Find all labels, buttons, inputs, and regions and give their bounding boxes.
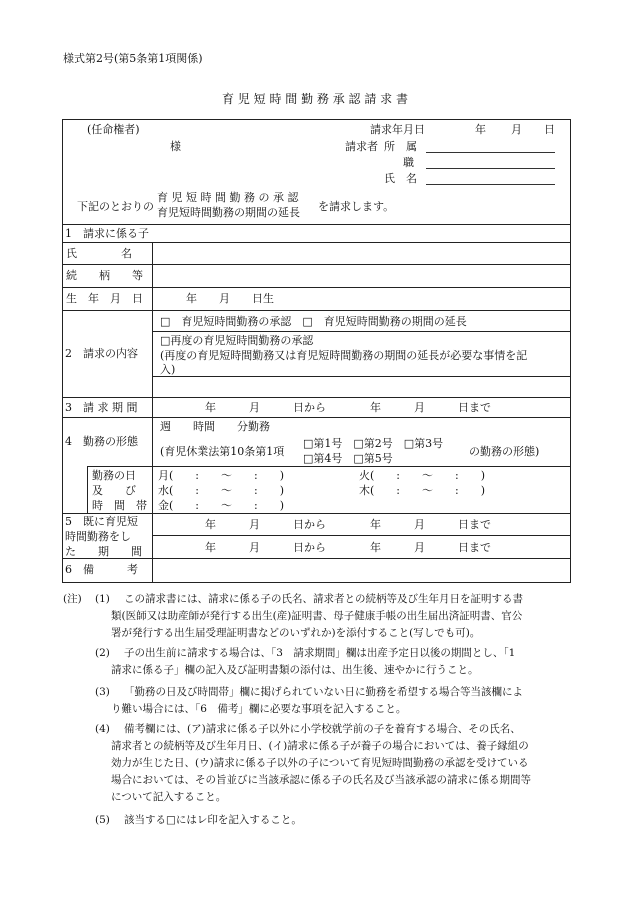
name-label: 氏 名: [384, 172, 417, 185]
form-number: 様式第2号(第5条第1項関係): [63, 52, 203, 65]
note-4-line-4: 場合においては、その旨並びに当該承認に係る子の氏名及び当該承認の請求に係る期間等: [111, 774, 531, 786]
affiliation-field[interactable]: [426, 152, 555, 153]
rule: [62, 287, 570, 288]
rule: [152, 376, 570, 377]
note-1-line-1: この請求書には、請求に係る子の氏名、請求者との続柄等及び生年月日を証明する書: [124, 593, 523, 605]
request-date-label: 請求年月日: [370, 123, 425, 136]
authority-label: (任命権者): [87, 123, 140, 136]
post-label: 職: [403, 156, 414, 169]
trail-text: を請求します。: [318, 200, 395, 213]
name-field[interactable]: [426, 184, 555, 185]
note-1-line-2: 類(医師又は助産師が発行する出生(産)証明書、母子健康手帳の出生届出済証明書、官公: [111, 610, 523, 622]
note-2-number: (2): [95, 647, 110, 659]
days-box-divider: [87, 466, 88, 513]
rule: [62, 224, 570, 225]
rule: [62, 558, 570, 559]
note-4-line-1: 備考欄には、(ア)請求に係る子以外に小学校就学前の子を養育する場合、その氏名、: [124, 723, 521, 735]
label-column-divider: [152, 242, 153, 582]
child-dob-label: 生 年 月 日: [66, 292, 143, 305]
note-3-line-1: 「勤務の日及び時間帯」欄に掲げられていない日に勤務を希望する場合等当該欄によ: [124, 686, 523, 698]
rule: [62, 513, 570, 514]
lead-text: 下記のとおりの: [77, 200, 154, 213]
requester-label: 請求者: [345, 140, 378, 153]
table-border-right: [570, 119, 571, 582]
note-5-number: (5): [95, 814, 110, 826]
section5-label-2: 時間勤務をし: [65, 530, 131, 543]
note-4-line-2: 請求者との続柄等及び生年月日、(イ)請求に係る子が養子の場合においては、養子縁組の: [111, 740, 529, 752]
days-label-1: 勤務の日: [92, 469, 136, 482]
child-name-label: 氏 名: [66, 247, 132, 260]
section1-title: 1 請求に係る子: [65, 227, 149, 240]
section6-label: 6 備 考: [65, 563, 138, 576]
honorific-sama: 様: [170, 140, 181, 153]
note-1-number: (1): [95, 593, 110, 605]
note-4-number: (4): [95, 723, 110, 735]
option-approval: 育 児 短 時 間 勤 務 の 承 認: [157, 191, 299, 204]
circumstance-note-cont: 入): [160, 363, 176, 376]
prior-period-1: 年 月 日から 年 月 日まで: [205, 518, 491, 531]
section4-label: 4 勤務の形態: [65, 435, 138, 448]
section3-label: 3 請 求 期 間: [65, 401, 138, 414]
rule: [62, 242, 570, 243]
section5-label-3: た 期 間: [65, 545, 142, 558]
friday-hours: 金( : 〜 : ): [158, 499, 284, 512]
rule: [152, 331, 570, 332]
note-2-line-1: 子の出生前に請求する場合は、「3 請求期間」欄は出産予定日以後の期間とし、「1: [124, 647, 516, 659]
rule: [87, 466, 570, 467]
note-3-line-2: り難い場合には、「6 備考」欄に必要な事項を記入すること。: [111, 703, 407, 715]
section2-label: 2 請求の内容: [65, 347, 138, 360]
circumstance-note: (再度の育児短時間勤務又は育児短時間勤務の期間の延長が必要な事情を記: [160, 349, 528, 362]
law-reference: (育児休業法第10条第1項: [160, 445, 285, 458]
rule: [152, 535, 570, 536]
clause-options-row2[interactable]: □第4号 □第5号: [303, 452, 393, 465]
form-suffix: の勤務の形態): [469, 445, 540, 458]
content-options[interactable]: □ 育児短時間勤務の承認 □ 育児短時間勤務の期間の延長: [160, 315, 467, 328]
note-4-line-5: について記入すること。: [111, 791, 227, 803]
rule: [62, 417, 570, 418]
monday-hours: 月( : 〜 : ): [158, 469, 284, 482]
rule: [62, 264, 570, 265]
reapproval-option[interactable]: □再度の育児短時間勤務の承認: [160, 334, 314, 347]
thursday-hours: 木( : 〜 : ): [359, 484, 485, 497]
wednesday-hours: 水( : 〜 : ): [158, 484, 284, 497]
note-1-line-3: 署が発行する出生届受理証明書などのいずれか)を添付すること(写しでも可)。: [111, 627, 481, 639]
table-border-bottom: [62, 582, 571, 583]
days-label-3: 時 間 帯: [92, 499, 147, 512]
child-dob-value: 年 月 日生: [186, 292, 274, 305]
prior-period-2: 年 月 日から 年 月 日まで: [205, 541, 491, 554]
date-month: 月: [511, 123, 522, 136]
child-relation-label: 続 柄 等: [66, 269, 143, 282]
days-label-2: 及 び: [92, 484, 136, 497]
post-field[interactable]: [426, 168, 555, 169]
rule: [62, 397, 570, 398]
form-title: 育 児 短 時 間 勤 務 承 認 請 求 書: [222, 92, 408, 106]
rule: [62, 310, 570, 311]
tuesday-hours: 火( : 〜 : ): [359, 469, 485, 482]
note-4-line-3: 効力が生じた日、(ウ)請求に係る子以外の子について育児短時間勤務の承認を受けている: [111, 757, 529, 769]
option-extension: 育児短時間勤務の期間の延長: [157, 206, 300, 219]
clause-options-row1[interactable]: □第1号 □第2号 □第3号: [303, 437, 444, 450]
table-border-top: [62, 119, 570, 120]
section5-label-1: 5 既に育児短: [65, 515, 138, 528]
note-3-number: (3): [95, 686, 110, 698]
notes-prefix: (注): [63, 593, 82, 605]
note-2-line-2: 請求に係る子」欄の記入及び証明書類の添付は、出生後、速やかに行うこと。: [111, 664, 479, 676]
request-period: 年 月 日から 年 月 日まで: [205, 401, 491, 414]
date-day: 日: [544, 123, 555, 136]
weekly-hours: 週 時間 分勤務: [160, 420, 270, 433]
date-year: 年: [475, 123, 486, 136]
affiliation-label: 所 属: [384, 140, 417, 153]
note-5-line-1: 該当する□にはレ印を記入すること。: [124, 814, 302, 826]
